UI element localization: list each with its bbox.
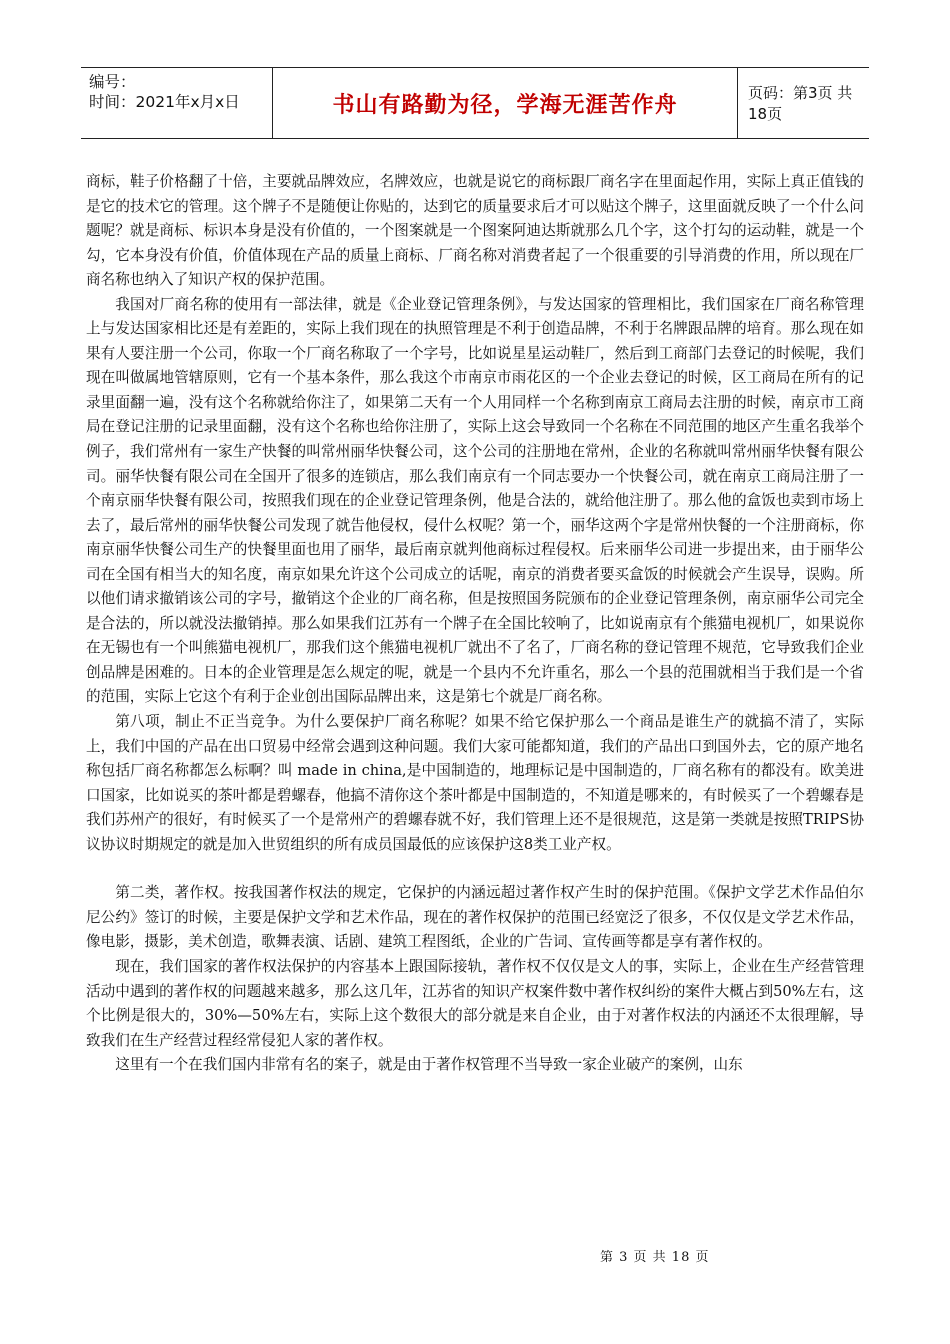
document-date: 时间：2021年x月x日 bbox=[89, 93, 240, 111]
body-paragraph: 第八项，制止不正当竞争。为什么要保护厂商名称呢？如果不给它保护那么一个商品是谁生产的就搞不清了，实际上，我们中国的产品在出口贸易中经常会遇到这种问题。我们大家可能都知道，我们的产品出口到国外去，它的原产地名称包括厂商名称都怎么标啊？叫 made in china,是中国制造的，地理标记是中国制造的，厂商名称有的都没有。欧美进口国家，比如说买的茶叶都是碧螺春，他搞不清你这个茶叶都是中国制造的，不知道是哪来的，有时候买了一个碧螺春是我们苏州产的很好，有时候买了一个是常州产的碧螺春就不好，我们管理上还不是很规范，这是第一类就是按照TRIPS协议协议时期规定的就是加入世贸组织的所有成员国最低的应该保护这8类工业产权。 bbox=[86, 713, 864, 853]
document-number-label: 编号： bbox=[89, 73, 136, 91]
body-paragraph: 第二类，著作权。按我国著作权法的规定，它保护的内涵远超过著作权产生时的保护范围。《保护文学艺术作品伯尔尼公约》签订的时候，主要是保护文学和艺术作品，现在的著作权保护的范围已经宽泛了很多，不仅仅是文学艺术作品，像电影，摄影，美术创造，歌舞表演、话剧、建筑工程图纸，企业的广告词、宣传画等都是享有著作权的。 bbox=[86, 884, 864, 951]
header-motto-cell bbox=[273, 68, 738, 138]
body-paragraph: 我国对厂商名称的使用有一部法律，就是《企业登记管理条例》，与发达国家的管理相比，我们国家在厂商名称管理上与发达国家相比还是有差距的，实际上我们现在的执照管理是不利于创造品牌，不利于名牌跟品牌的培育。那么现在如果有人要注册一个公司，你取一个厂商名称取了一个字号，比如说星星运动鞋厂，然后到工商部门去登记的时候呢，我们现在叫做属地管辖原则，它有一个基本条件，那么我这个市南京市雨花区的一个企业去登记的时候，区工商局在所有的记录里面翻一遍，没有这个名称就给你注了，如果第二天有一个人用同样一个名称到南京工商局去注册的时候，南京市工商局在登记注册的记录里面翻，没有这个名称也给你注册了，实际上这会导致同一个名称在不同范围的地区产生重名我举个例子，我们常州有一家生产快餐的叫常州丽华快餐公司，这个公司的注册地在常州，企业的名称就叫常州丽华快餐有限公司。丽华快餐有限公司在全国开了很多的连锁店，那么我们南京有一个同志要办一个快餐公司，就在南京工商局注册了一个南京丽华快餐有限公司，按照我们现在的企业登记管理条例，他是合法的，就给他注册了。那么他的盒饭也卖到市场上去了，最后常州的丽华快餐公司发现了就告他侵权，侵什么权呢？第一个，丽华这两个字是常州快餐的一个注册商标，你南京丽华快餐公司生产的快餐里面也用了丽华，最后南京就判他商标过程侵权。后来丽华公司进一步提出来，由于丽华公司在全国有相当大的知名度，南京如果允许这个公司成立的话呢，南京的消费者要买盒饭的时候就会产生误导，误购。所以他们请求撤销该公司的字号，撤销这个企业的厂商名称，但是按照国务院颁布的企业登记管理条例，南京丽华公司完全是合法的，所以就没法撤销掉。那么如果我们江苏有一个牌子在全国比较响了，比如说南京有个熊猫电视机厂，如果说你在无锡也有一个叫熊猫电视机厂，那我们这个熊猫电视机厂就出不了名了，厂商名称的登记管理不规范，它导致我们企业创品牌是困难的。日本的企业管理是怎么规定的呢，就是一个县内不允许重名，那么一个县的范围就相当于我们是一个省的范围，实际上它这个有利于企业创出国际品牌出来，这是第七个就是厂商名称。 bbox=[86, 295, 864, 706]
body-paragraph: 这里有一个在我们国内非常有名的案子，就是由于著作权管理不当导致一家企业破产的案例，山东 bbox=[115, 1056, 743, 1074]
page-footer: 第 3 页 共 18 页 bbox=[600, 1250, 710, 1265]
page-header bbox=[81, 67, 869, 139]
header-page-info: 页码：第3页 共18页 bbox=[748, 84, 853, 123]
header-motto: 书山有路勤为径，学海无涯苦作舟 bbox=[332, 92, 678, 118]
body-paragraph: 商标，鞋子价格翻了十倍，主要就品牌效应，名牌效应，也就是说它的商标跟厂商名字在里面起作用，实际上真正值钱的是它的技术它的管理。这个牌子不是随便让你贴的，达到它的质量要求后才可以贴这个牌子，这里面就反映了一个什么问题呢？就是商标、标识本身是没有价值的，一个图案就是一个图案阿迪达斯就那么几个字，这个打勾的运动鞋，就是一个勾，它本身没有价值，价值体现在产品的质量上商标、厂商名称对消费者起了一个很重要的引导消费的作用，所以现在厂商名称也纳入了知识产权的保护范围。 bbox=[86, 173, 864, 289]
document-body bbox=[86, 170, 864, 1078]
header-meta bbox=[81, 68, 273, 138]
body-paragraph: 现在，我们国家的著作权法保护的内容基本上跟国际接轨，著作权不仅仅是文人的事，实际上，企业在生产经营管理活动中遇到的著作权的问题越来越多，那么这几年，江苏省的知识产权案件数中著作权纠纷的案件大概占到50%左右，这个比例是很大的，30%—50%左右，实际上这个数很大的部分就是来自企业，由于对著作权法的内涵还不太很理解，导致我们在生产经营过程经常侵犯人家的著作权。 bbox=[86, 957, 864, 1049]
